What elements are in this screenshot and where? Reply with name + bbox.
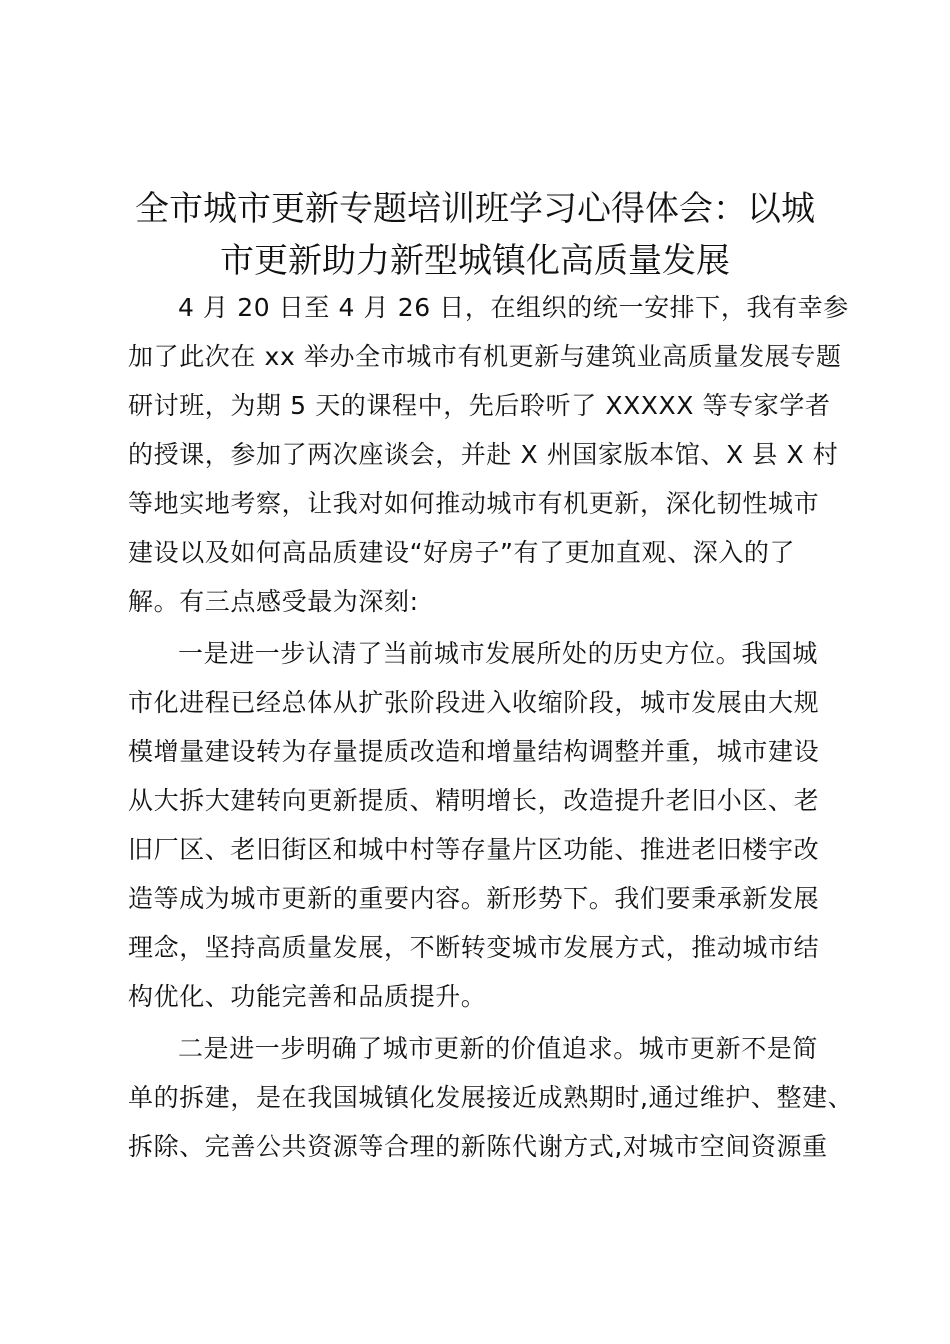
- paragraph-line: 模增量建设转为存量提质改造和增量结构调整并重，城市建设: [128, 737, 820, 766]
- title-line: 全市城市更新专题培训班学习心得体会：以城: [135, 189, 815, 229]
- paragraph-line: 的授课，参加了两次座谈会，并赴 X 州国家版本馆、X 县 X 村: [128, 440, 839, 469]
- paragraph-line: 加了此次在 xx 举办全市城市有机更新与建筑业高质量发展专题: [128, 342, 842, 371]
- paragraph-line: 一是进一步认清了当前城市发展所处的历史方位。我国城: [178, 639, 819, 668]
- document-title: [110, 183, 840, 287]
- paragraph-line: 理念，坚持高质量发展，不断转变城市发展方式，推动城市结: [128, 933, 820, 962]
- paragraph-line: 市化进程已经总体从扩张阶段进入收缩阶段，城市发展由大规: [128, 688, 820, 717]
- paragraph-line: 从大拆大建转向更新提质、精明增长，改造提升老旧小区、老: [128, 786, 820, 815]
- paragraph-line: 4 月 20 日至 4 月 26 日，在组织的统一安排下，我有幸参: [178, 293, 849, 322]
- paragraph-line: 旧厂区、老旧街区和城中村等存量片区功能、推进老旧楼宇改: [128, 835, 820, 864]
- paragraph-line: 造等成为城市更新的重要内容。新形势下。我们要秉承新发展: [128, 884, 820, 913]
- paragraph-line: 拆除、完善公共资源等合理的新陈代谢方式,对城市空间资源重: [128, 1132, 828, 1161]
- paragraph-line: 二是进一步明确了城市更新的价值追求。城市更新不是简: [178, 1034, 819, 1063]
- title-line: 市更新助力新型城镇化高质量发展: [220, 241, 730, 281]
- paragraph-intro: [128, 283, 849, 626]
- paragraph-line: 解。有三点感受最为深刻:: [128, 587, 419, 616]
- paragraph-line: 等地实地考察，让我对如何推动城市有机更新，深化韧性城市: [128, 489, 820, 518]
- paragraph-line: 研讨班，为期 5 天的课程中，先后聆听了 XXXXX 等专家学者: [128, 391, 831, 420]
- paragraph-line: 构优化、功能完善和品质提升。: [128, 982, 487, 1011]
- paragraph-line: 建设以及如何高品质建设“好房子”有了更加直观、深入的了: [128, 538, 796, 567]
- paragraph-point-two: [128, 1024, 854, 1171]
- paragraph-point-one: [128, 629, 838, 1021]
- paragraph-line: 单的拆建，是在我国城镇化发展接近成熟期时,通过维护、整建、: [128, 1083, 854, 1112]
- document-body: [128, 283, 854, 1171]
